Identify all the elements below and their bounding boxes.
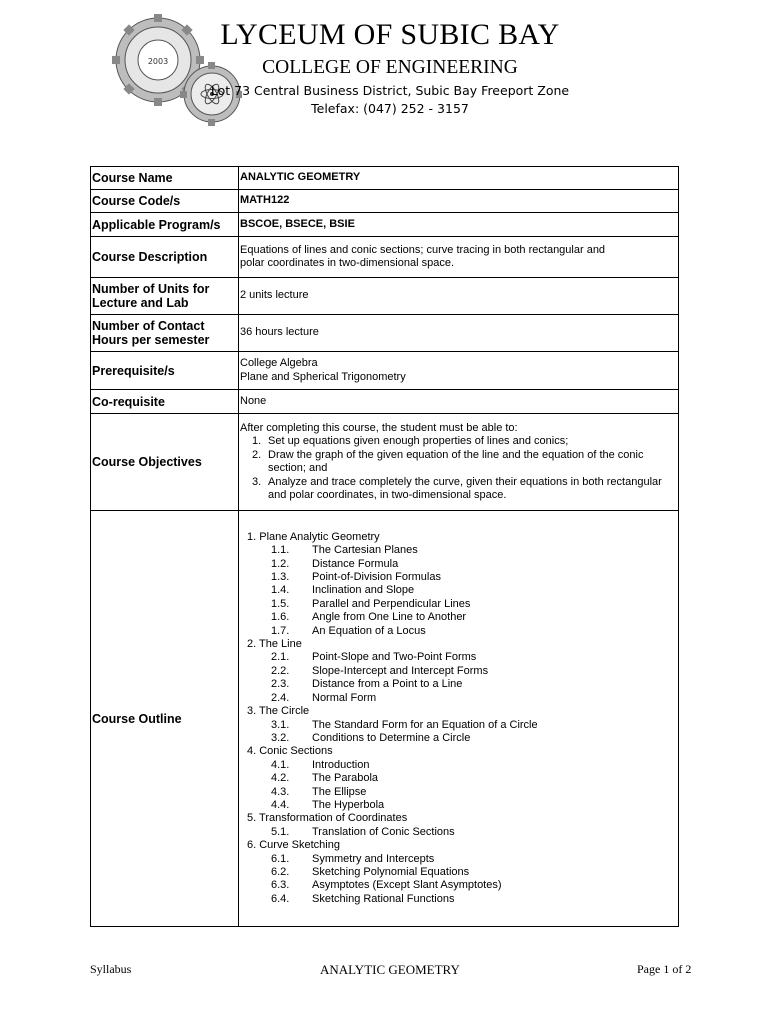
outline-subtopic-title: Angle from One Line to Another: [312, 611, 467, 624]
outline-subtopic: [247, 853, 678, 866]
school-address: Lot 73 Central Business District, Subic Bay Freeport Zone: [210, 83, 570, 98]
outline-subtopic-title: Sketching Rational Functions: [312, 892, 455, 905]
outline-subtopic-title: Translation of Conic Sections: [312, 825, 455, 838]
outline-subtopic: [247, 772, 678, 785]
outline-subtopic-title: Sketching Polynomial Equations: [312, 865, 470, 878]
outline-subtopic: [247, 571, 678, 584]
outline-subtopic-title: Normal Form: [312, 691, 377, 704]
table-row: [91, 352, 679, 390]
outline-subtopic-title: Asymptotes (Except Slant Asymptotes): [312, 879, 502, 892]
outline-section-title: 5. Transformation of Coordinates: [247, 812, 408, 825]
syllabus-table: [90, 166, 679, 927]
outline-subtopic-number: 2.4.: [271, 691, 290, 704]
outline-subtopic-number: 5.1.: [271, 825, 290, 838]
outline-section-title: 1. Plane Analytic Geometry: [247, 530, 380, 543]
outline-subtopic: [247, 866, 678, 879]
outline-subtopic: [247, 678, 678, 691]
outline-subtopic: [247, 692, 678, 705]
course-name-label: Course Name: [91, 167, 239, 190]
contact-hours-label-line: Hours per semester: [92, 333, 210, 347]
list-item: [240, 449, 678, 476]
outline-subtopic: [247, 826, 678, 839]
outline-subtopic: [247, 625, 678, 638]
table-row: [91, 390, 679, 414]
outline-subtopic-number: 2.2.: [271, 664, 290, 677]
outline-subtopic-title: Parallel and Perpendicular Lines: [312, 597, 471, 610]
objectives-value: [239, 414, 679, 511]
table-row: [91, 167, 679, 190]
corequisite-label: Co-requisite: [91, 390, 239, 414]
footer-doc-type: Syllabus: [90, 962, 132, 976]
units-label: [91, 278, 239, 315]
outline-subtopic: [247, 732, 678, 745]
table-row: [91, 237, 679, 278]
outline-subtopic-number: 1.7.: [271, 624, 290, 637]
school-telefax: Telefax: (047) 252 - 3157: [311, 101, 469, 116]
outline-subtopic: [247, 558, 678, 571]
outline-subtopic: [247, 598, 678, 611]
list-item-number: 2.: [252, 448, 262, 461]
table-row: [91, 315, 679, 352]
outline-subtopic-number: 4.1.: [271, 758, 290, 771]
prerequisite-item: College Algebra: [240, 357, 318, 369]
outline-section-title: 4. Conic Sections: [247, 745, 333, 758]
outline-subtopic-title: An Equation of a Locus: [312, 624, 426, 637]
outline-subtopic: [247, 799, 678, 812]
description-value: [239, 237, 679, 278]
outline-subtopic-number: 1.2.: [271, 557, 290, 570]
outline-subtopic-number: 6.4.: [271, 892, 290, 905]
table-row: [91, 213, 679, 237]
outline-subtopic: [247, 719, 678, 732]
school-name: LYCEUM OF SUBIC BAY: [220, 18, 560, 51]
outline-subtopic-number: 4.2.: [271, 772, 290, 785]
contact-hours-value: 36 hours lecture: [239, 315, 679, 352]
footer-title: ANALYTIC GEOMETRY: [320, 962, 460, 977]
outline-subtopic-title: The Cartesian Planes: [312, 544, 418, 557]
outline-subtopic-number: 6.3.: [271, 879, 290, 892]
outline-value: [239, 511, 679, 927]
list-item-text: Set up equations given enough properties of lines and conics;: [268, 435, 569, 447]
outline-subtopic: [247, 584, 678, 597]
list-item: [240, 476, 678, 503]
outline-section-title: 6. Curve Sketching: [247, 839, 340, 852]
course-outline: [240, 531, 678, 906]
outline-subtopic: [247, 786, 678, 799]
programs-label: Applicable Program/s: [91, 213, 239, 237]
outline-subtopic-title: Introduction: [312, 758, 370, 771]
outline-subtopic: [247, 611, 678, 624]
outline-subtopic-number: 6.1.: [271, 852, 290, 865]
outline-section-title: 2. The Line: [247, 638, 302, 651]
svg-text:2003: 2003: [147, 57, 169, 66]
outline-subtopic-number: 4.3.: [271, 785, 290, 798]
outline-subtopic: [247, 759, 678, 772]
outline-subtopic-number: 1.3.: [271, 571, 290, 584]
objectives-list: [240, 435, 678, 503]
outline-label: Course Outline: [91, 511, 239, 927]
units-label-line: Number of Units for: [92, 282, 210, 296]
list-item-text: Analyze and trace completely the curve, given their equations in both rectangular and polar coordinates, in two-dimensional space.: [268, 475, 662, 501]
table-row: [91, 414, 679, 511]
table-row: [91, 278, 679, 315]
document-header: [0, 0, 768, 130]
outline-subtopic-title: Symmetry and Intercepts: [312, 852, 435, 865]
description-line: polar coordinates in two-dimensional space.: [240, 257, 455, 269]
contact-hours-label-line: Number of Contact: [92, 319, 205, 333]
outline-subtopic-title: The Hyperbola: [312, 798, 385, 811]
outline-subtopic-title: The Ellipse: [312, 785, 367, 798]
description-line: Equations of lines and conic sections; curve tracing in both rectangular and: [240, 243, 606, 256]
outline-subtopic-title: Conditions to Determine a Circle: [312, 731, 471, 744]
outline-subtopic-title: Point-Slope and Two-Point Forms: [312, 651, 477, 664]
prerequisite-label: Prerequisite/s: [91, 352, 239, 390]
outline-subtopic-title: Distance Formula: [312, 557, 399, 570]
course-name-value: ANALYTIC GEOMETRY: [239, 167, 679, 190]
programs-value: BSCOE, BSECE, BSIE: [239, 213, 679, 237]
outline-subtopic-number: 1.4.: [271, 584, 290, 597]
outline-subtopic-title: The Parabola: [312, 772, 379, 785]
list-item-number: 1.: [252, 435, 262, 447]
outline-subtopic-number: 6.2.: [271, 865, 290, 878]
outline-subtopic-title: Slope-Intercept and Intercept Forms: [312, 664, 489, 677]
footer-page-number: Page 1 of 2: [637, 962, 692, 976]
outline-subtopic-title: The Standard Form for an Equation of a Circle: [312, 718, 538, 731]
outline-subtopic-number: 4.4.: [271, 798, 290, 811]
outline-subtopic-number: 1.5.: [271, 597, 290, 610]
list-item: [240, 435, 678, 449]
course-code-value: MATH122: [239, 190, 679, 213]
course-code-label: Course Code/s: [91, 190, 239, 213]
college-name: COLLEGE OF ENGINEERING: [262, 57, 518, 78]
objectives-label: Course Objectives: [91, 414, 239, 511]
list-item-text: Draw the graph of the given equation of the line and the equation of the conic section; and: [268, 448, 644, 474]
outline-subtopic: [247, 665, 678, 678]
outline-subtopic-number: 3.2.: [271, 731, 290, 744]
list-item-number: 3.: [252, 475, 262, 488]
outline-subtopic-number: 2.1.: [271, 651, 290, 664]
outline-subtopic-title: Point-of-Division Formulas: [312, 571, 441, 584]
outline-subtopic-title: Distance from a Point to a Line: [312, 678, 463, 691]
description-label: Course Description: [91, 237, 239, 278]
outline-subtopic: [247, 879, 678, 892]
corequisite-value: None: [239, 390, 679, 414]
outline-subtopic-number: 1.1.: [271, 544, 290, 557]
objectives-intro: After completing this course, the student must be able to:: [240, 421, 518, 434]
outline-subtopic-number: 2.3.: [271, 678, 290, 691]
units-label-line: Lecture and Lab: [92, 296, 189, 310]
outline-section-title: 3. The Circle: [247, 705, 310, 718]
table-row: [91, 511, 679, 927]
outline-subtopic: [247, 651, 678, 664]
units-value: 2 units lecture: [239, 278, 679, 315]
outline-subtopic-number: 3.1.: [271, 718, 290, 731]
outline-subtopic: [247, 544, 678, 557]
contact-hours-label: [91, 315, 239, 352]
prerequisite-value: [239, 352, 679, 390]
outline-subtopic-number: 1.6.: [271, 611, 290, 624]
prerequisite-item: Plane and Spherical Trigonometry: [240, 370, 406, 383]
outline-subtopic: [247, 893, 678, 906]
outline-subtopic-title: Inclination and Slope: [312, 584, 415, 597]
table-row: [91, 190, 679, 213]
